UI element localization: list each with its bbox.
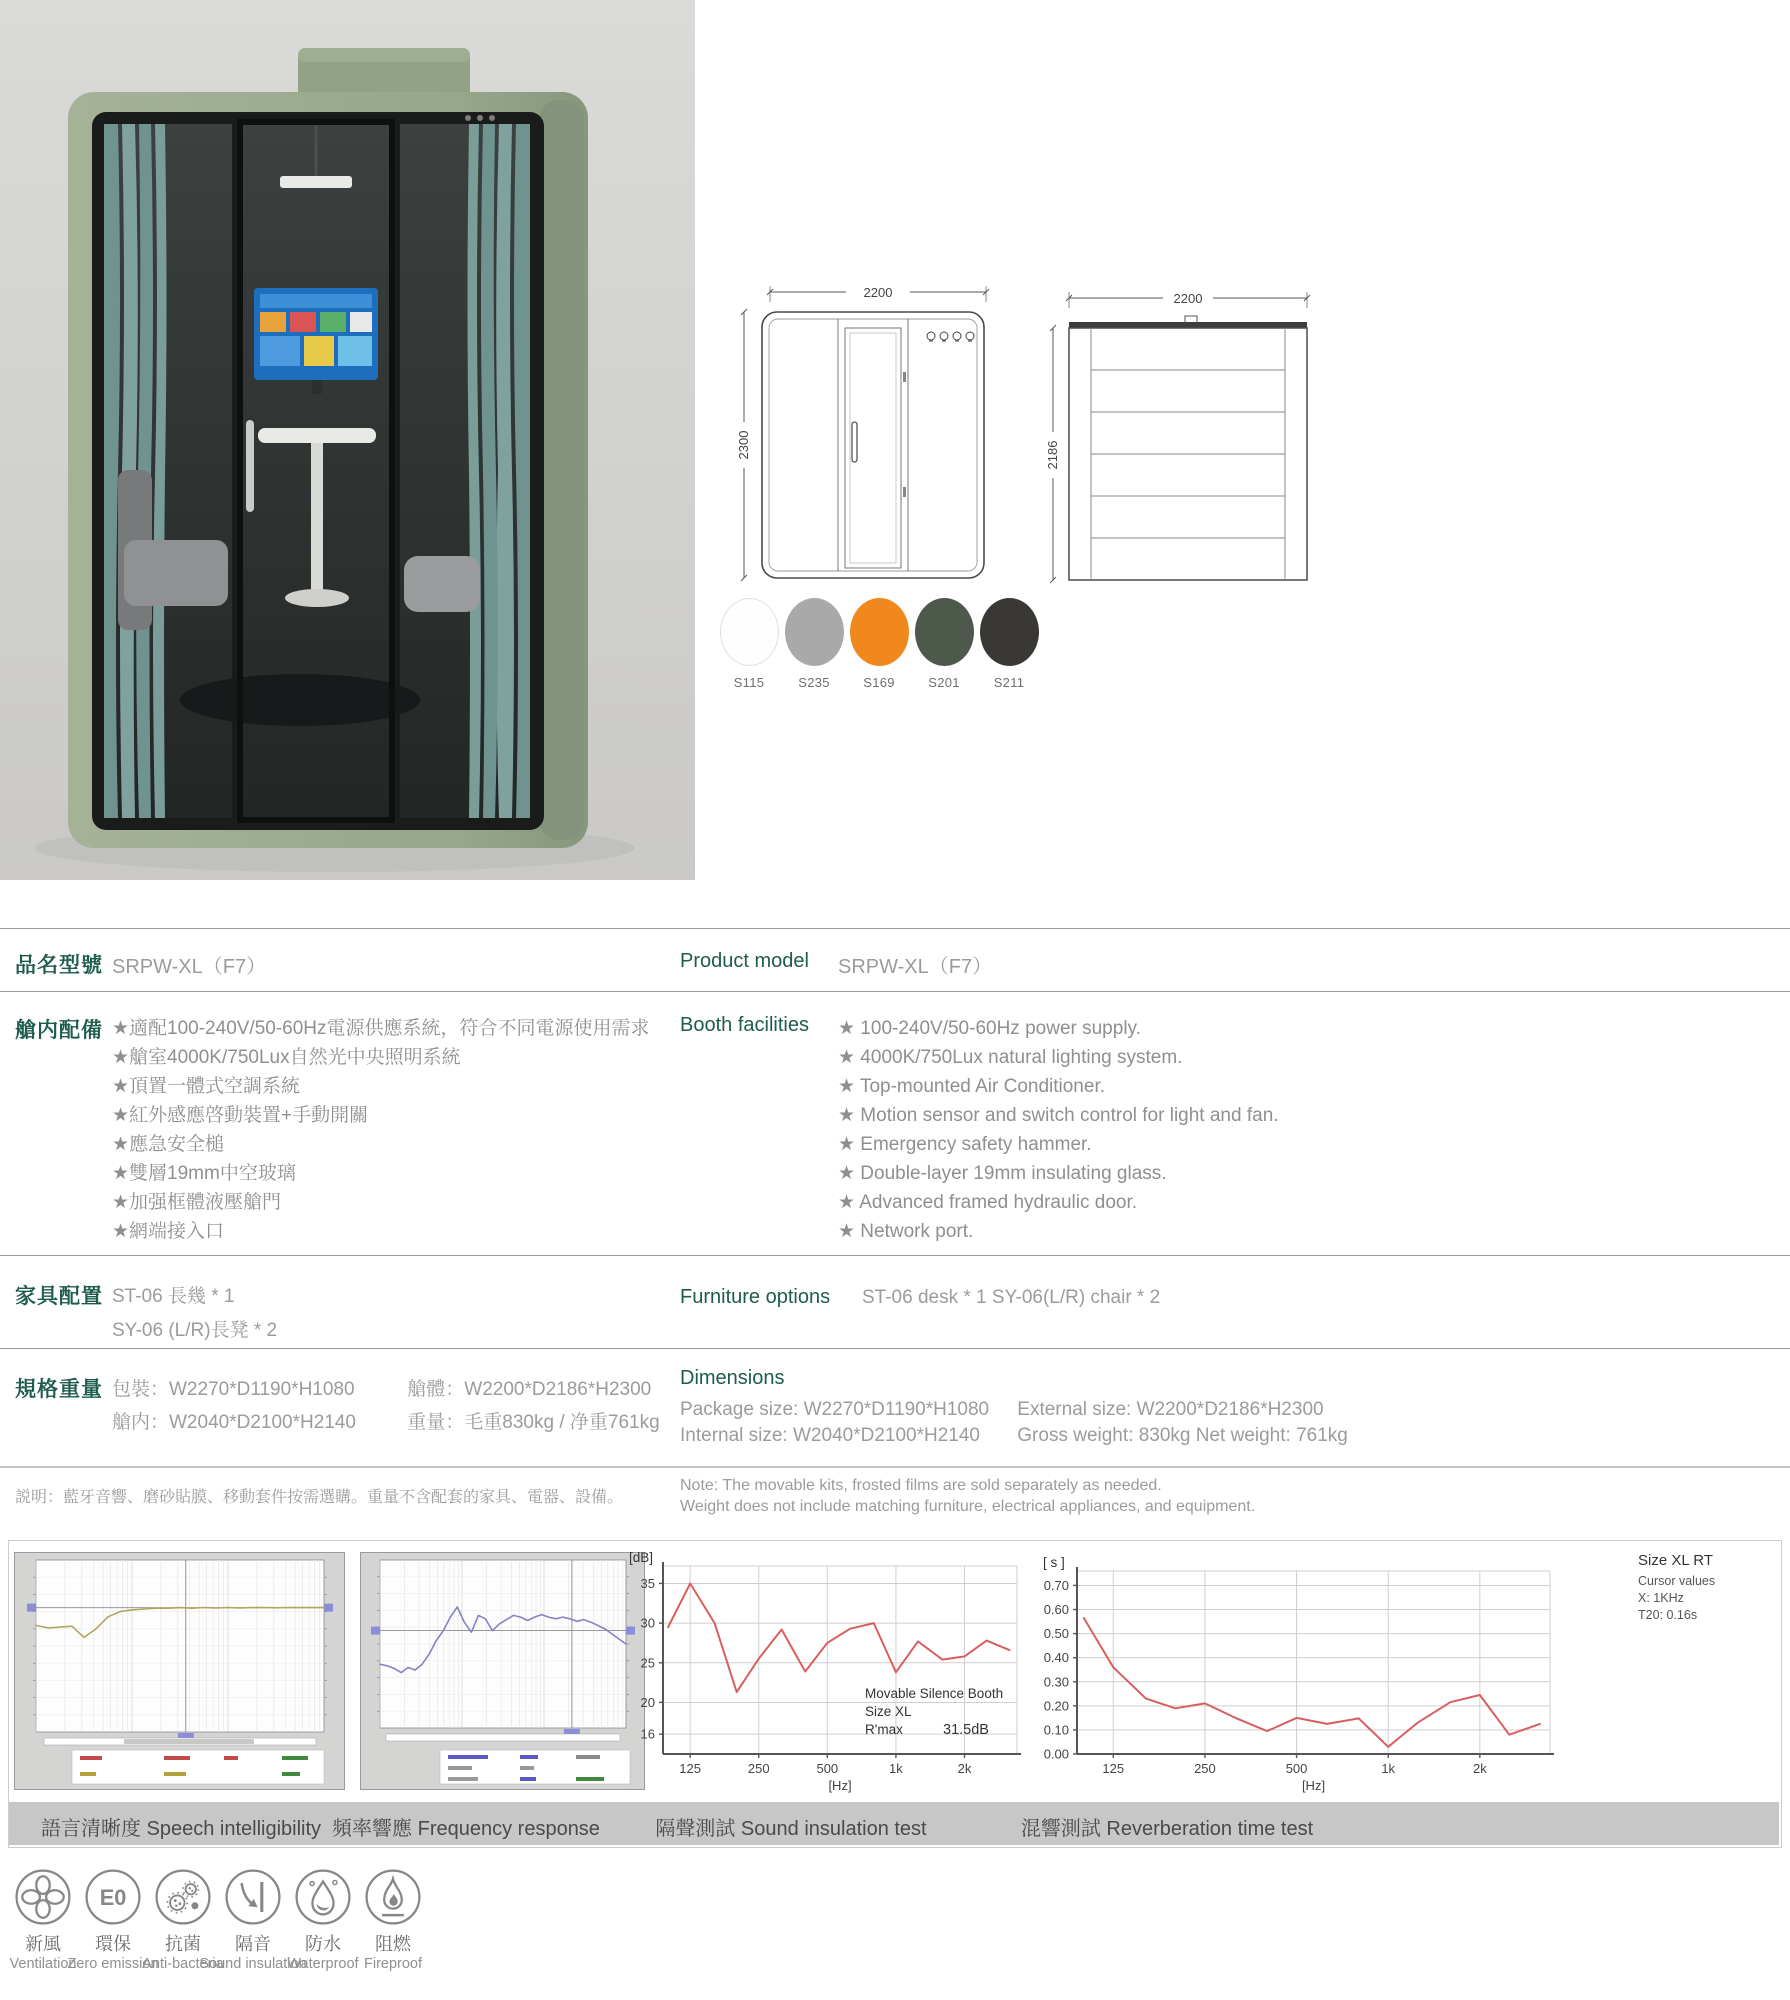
dim-item: External size: W2200*D2186*H2300 [1017,1399,1324,1420]
swatch-dot [850,598,909,666]
svg-text:[Hz]: [Hz] [828,1778,852,1793]
note-line: Note: The movable kits, frosted films are sold separately as needed. [680,1477,1162,1494]
color-swatch [781,598,847,690]
facility-item: ★ 100-240V/50-60Hz power supply. [838,1018,1141,1039]
feature-label-en: Anti-bacteria [142,1956,224,1972]
caption-frequency: 頻率響應 Frequency response [332,1818,600,1840]
reverberation-time-chart [1015,1545,1595,1800]
svg-text:0.70: 0.70 [1043,1577,1069,1593]
row-booth-facilities [0,991,1790,1256]
facility-item: ★紅外感應啓動裝置+手動開關 [112,1105,369,1126]
facility-item: ★適配100-240V/50-60Hz電源供應系統，符合不同電源使用需求 [112,1018,650,1039]
furniture-zh [112,1280,277,1348]
facility-item: ★網端接入口 [112,1221,225,1242]
svg-text:250: 250 [1194,1761,1216,1776]
dim-item: Internal size: W2040*D2100*H2140 [680,1425,980,1446]
dim-item: Gross weight: 830kg Net weight: 761kg [1017,1425,1348,1446]
dim-item: 艙體：W2200*D2186*H2300 [407,1379,652,1400]
facility-item: ★ Network port. [838,1221,974,1242]
svg-text:[ s ]: [ s ] [1043,1555,1065,1570]
label-zh-dims: 規格重量 [15,1378,103,1401]
value-en-model: SRPW-XL（F7） [838,956,993,978]
label-en-model: Product model [680,950,809,972]
svg-text:30: 30 [640,1615,655,1631]
feature-label-zh: 防水 [305,1934,341,1954]
color-swatch [716,598,782,690]
bacteria-icon [154,1868,212,1926]
svg-text:Movable Silence Booth: Movable Silence Booth [865,1686,1004,1701]
svg-text:35: 35 [640,1575,655,1591]
dim-item: 艙内：W2040*D2100*H2140 [112,1412,356,1433]
frequency-response-chart [360,1552,645,1790]
swatch-dot [980,598,1039,666]
svg-text:R'max: R'max [865,1722,903,1737]
legend-title: Size XL RT [1638,1552,1714,1569]
svg-text:0.30: 0.30 [1043,1674,1069,1690]
row-furniture [0,1255,1790,1349]
feature-label-en: Fireproof [363,1956,423,1972]
chart-caption-band [9,1802,1779,1845]
front-height-dim: 2300 [736,430,751,460]
svg-text:[Hz]: [Hz] [1301,1778,1326,1793]
facilities-list-en [838,1014,1279,1246]
dims-en [680,1397,1348,1449]
waterdrop-icon [294,1868,352,1926]
swatch-code: S201 [928,675,960,690]
technical-drawings [695,0,1790,880]
row-dimensions [0,1348,1790,1463]
label-zh-model: 品名型號 [15,954,103,977]
sound-insulation-chart [615,1548,1035,1798]
svg-text:2k: 2k [1472,1761,1487,1776]
front-view-drawing [718,272,1028,592]
booth-illustration [0,0,695,880]
color-swatch [846,598,912,690]
legend-line: Cursor values [1638,1574,1716,1588]
svg-text:16: 16 [640,1726,655,1742]
speech-intelligibility-chart [14,1552,345,1790]
label-en-facilities: Booth facilities [680,1014,809,1036]
svg-text:0.40: 0.40 [1043,1650,1069,1666]
feature-label-zh: 新風 [25,1934,61,1954]
svg-text:E0: E0 [99,1884,127,1910]
feature-label-en: Sound insulation [199,1956,307,1972]
value-zh-model: SRPW-XL（F7） [112,956,267,978]
swatch-code: S115 [733,675,765,690]
side-view-drawing [1035,280,1335,592]
facility-item: ★頂置一體式空調系統 [112,1076,301,1097]
svg-text:1k: 1k [889,1761,903,1776]
svg-text:2k: 2k [957,1761,972,1776]
facility-item: ★加强框體液壓艙門 [112,1192,282,1213]
swatch-dot [785,598,844,666]
dim-item: Package size: W2270*D1190*H1080 [680,1399,990,1420]
feature-label-zh: 隔音 [235,1934,271,1954]
caption-speech: 語言清晰度 Speech intelligibility [40,1818,322,1840]
legend-line: X: 1KHz [1638,1591,1684,1605]
svg-text:0.00: 0.00 [1043,1746,1069,1762]
svg-text:0.10: 0.10 [1043,1722,1069,1738]
front-width-dim: 2200 [863,285,893,300]
flame-icon [364,1868,422,1926]
reverberation-legend [1638,1552,1788,1624]
legend-line: T20: 0.16s [1638,1608,1698,1622]
caption-reverberation: 混響測試 Reverberation time test [1020,1818,1314,1840]
facility-item: ★ Advanced framed hydraulic door. [838,1192,1138,1213]
facility-item: ★應急安全槌 [112,1134,225,1155]
label-zh-furniture: 家具配置 [15,1285,103,1308]
dim-item: 重量：毛重830kg / 净重761kg [407,1412,660,1433]
row-product-model [0,928,1790,992]
sound-insulation-icon [224,1868,282,1926]
dim-item: 包裝：W2270*D1190*H1080 [112,1379,355,1400]
svg-text:125: 125 [679,1761,702,1776]
facility-item: ★ Emergency safety hammer. [838,1134,1092,1155]
feature-label-en: Waterproof [287,1956,359,1972]
svg-text:0.50: 0.50 [1043,1626,1069,1642]
svg-text:20: 20 [640,1694,655,1710]
furniture-line: SY-06 (L/R)長凳 * 2 [112,1320,278,1341]
svg-text:[dB]: [dB] [629,1550,654,1565]
svg-text:0.60: 0.60 [1043,1602,1069,1618]
swatch-dot [915,598,974,666]
label-en-furniture: Furniture options [680,1286,831,1308]
color-swatches [716,598,1046,698]
feature-label-en: Ventilation [9,1956,77,1972]
feature-label-en: Zero emission [67,1956,159,1972]
color-swatch [911,598,977,690]
svg-text:500: 500 [1285,1761,1308,1776]
facility-item: ★ Top-mounted Air Conditioner. [838,1076,1106,1097]
dims-zh [112,1373,660,1439]
svg-text:1k: 1k [1381,1761,1396,1776]
note-en [680,1475,1255,1517]
note-zh: 説明：藍牙音響、磨砂貼膜、移動套件按需選購。重量不含配套的家具、電器、設備。 [15,1489,624,1506]
svg-text:25: 25 [640,1655,655,1671]
facility-item: ★雙層19mm中空玻璃 [112,1163,296,1184]
facilities-list-zh [112,1014,650,1246]
feature-label-zh: 環保 [95,1934,131,1954]
caption-insulation: 隔聲測試 Sound insulation test [655,1818,927,1840]
svg-text:250: 250 [747,1761,770,1776]
fan-icon [14,1868,72,1926]
svg-text:31.5dB: 31.5dB [943,1722,989,1738]
row-note [0,1466,1790,1542]
label-en-dims: Dimensions [680,1367,785,1389]
swatch-code: S211 [993,675,1025,690]
svg-text:125: 125 [1102,1761,1125,1776]
svg-text:0.20: 0.20 [1043,1698,1069,1714]
color-swatch [976,598,1042,690]
swatch-dot [720,598,779,666]
facility-item: ★ 4000K/750Lux natural lighting system. [838,1047,1183,1068]
swatch-code: S169 [863,675,895,690]
label-zh-facilities: 艙内配備 [15,1019,103,1042]
product-photo [0,0,695,880]
feature-label-zh: 阻燃 [375,1934,411,1954]
svg-text:Size XL: Size XL [865,1704,912,1719]
feature-label-zh: 抗菌 [165,1934,201,1954]
furniture-line: ST-06 長幾 * 1 [112,1286,235,1307]
side-width-dim: 2200 [1173,291,1203,306]
note-line: Weight does not include matching furniture, electrical appliances, and equipment. [680,1498,1256,1515]
furniture-en: ST-06 desk * 1 SY-06(L/R) chair * 2 [862,1287,1161,1308]
side-height-dim: 2186 [1045,440,1060,470]
swatch-code: S235 [798,675,830,690]
facility-item: ★艙室4000K/750Lux自然光中央照明系統 [112,1047,461,1068]
e0-icon [84,1868,142,1926]
svg-text:500: 500 [816,1761,839,1776]
facility-item: ★ Double-layer 19mm insulating glass. [838,1163,1167,1184]
facility-item: ★ Motion sensor and switch control for light and fan. [838,1105,1279,1126]
